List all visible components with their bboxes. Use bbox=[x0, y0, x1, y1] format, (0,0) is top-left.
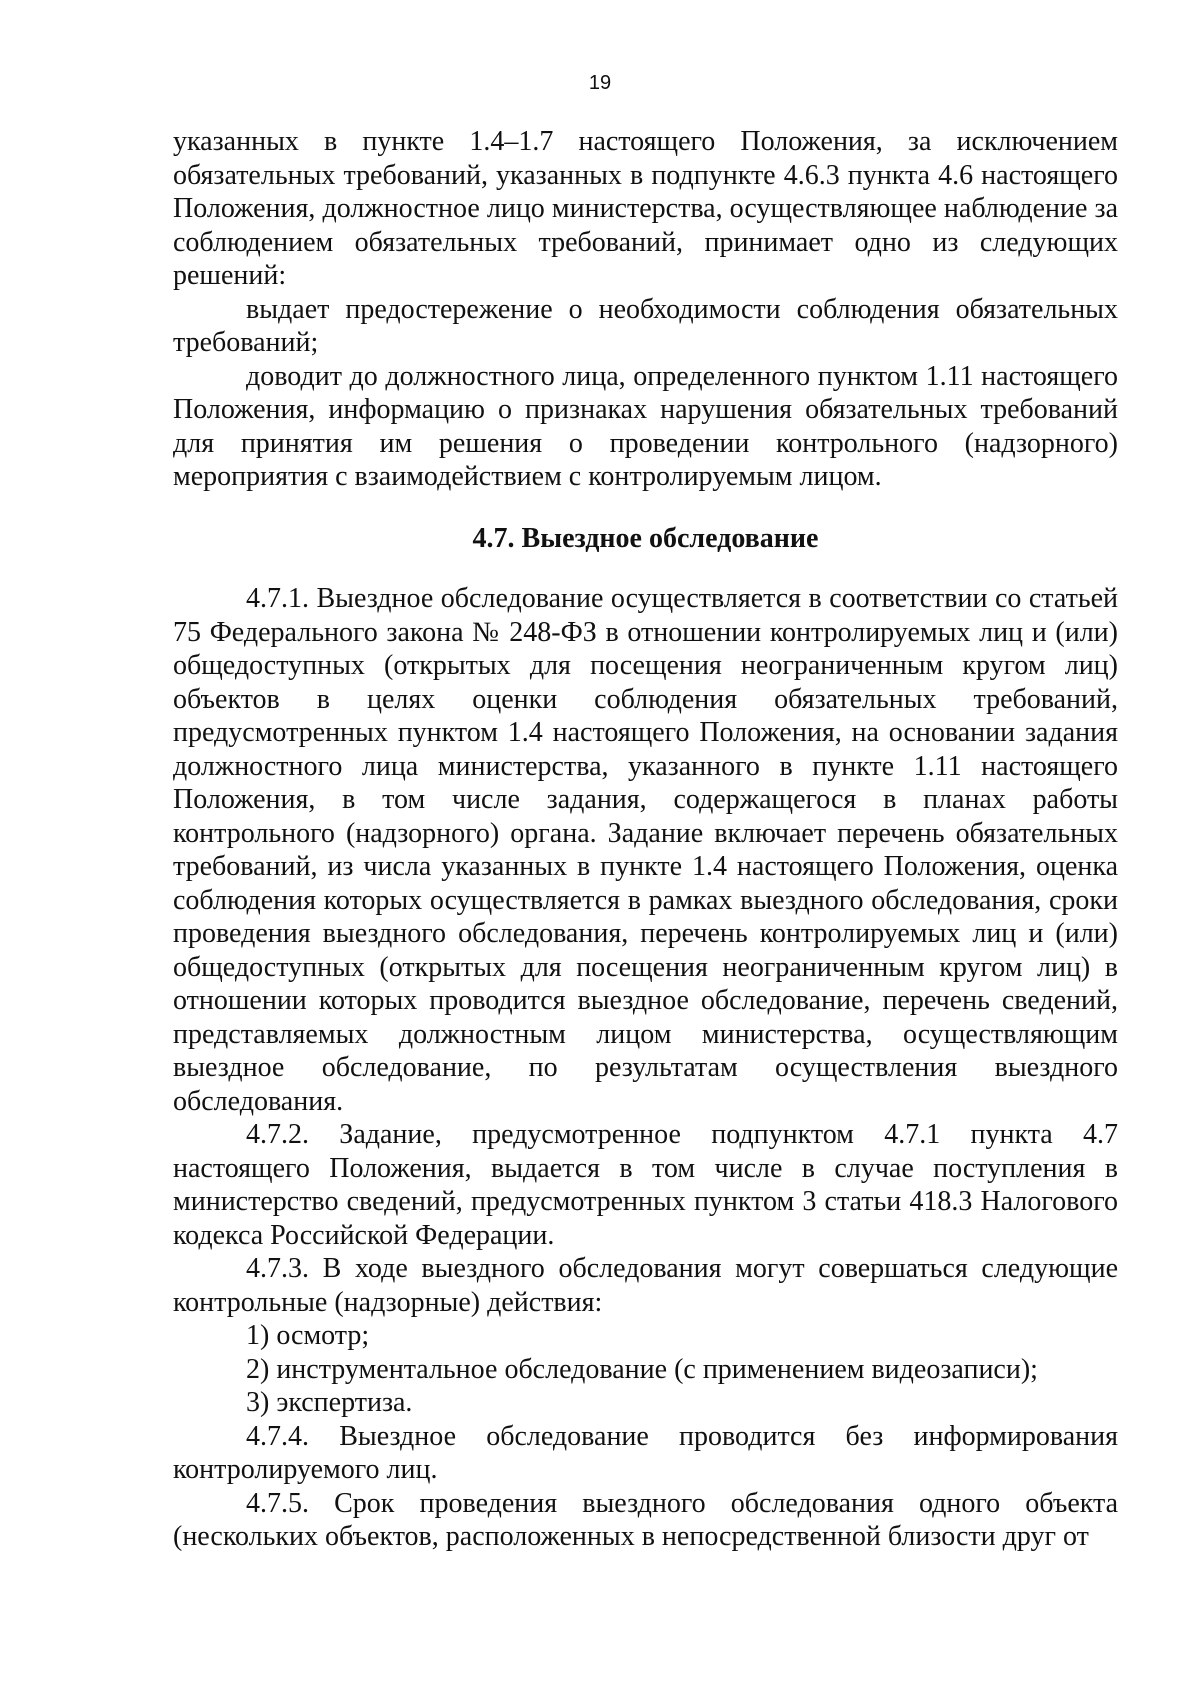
paragraph-4-7-2: 4.7.2. Задание, предусмотренное подпунктом 4.7.1 пункта 4.7 настоящего Положения, выдается в том числе в случае поступления в министерство сведений, предусмотренных пунктом 3 статьи 418.3 Налогового кодекса Российской Федерации. bbox=[173, 1119, 1118, 1251]
paragraph-continuation: указанных в пункте 1.4–1.7 настоящего Положения, за исключением обязательных требований, указанных в подпункте 4.6.3 пункта 4.6 настоящего Положения, должностное лицо министерства, осуществляющее наблюдение за соблюдением обязательных требований, принимает одно из следующих решений: bbox=[173, 126, 1118, 291]
paragraph-report-option: доводит до должностного лица, определенного пунктом 1.11 настоящего Положения, информацию о признаках нарушения обязательных требований для принятия им решения о проведении контрольного (надзорного) мероприятия с взаимодействием с контролируемым лицом. bbox=[173, 360, 1118, 492]
list-item-instrumental: 2) инструментальное обследование (с применением видеозаписи); bbox=[246, 1353, 1038, 1385]
list-item-inspection: 1) осмотр; bbox=[246, 1320, 370, 1351]
paragraph-4-7-4: 4.7.4. Выездное обследование проводится без информирования контролируемого лиц. bbox=[173, 1420, 1118, 1485]
page-number: 19 bbox=[588, 72, 612, 94]
section-heading: 4.7. Выездное обследование bbox=[472, 522, 819, 554]
paragraph-4-7-1: 4.7.1. Выездное обследование осуществляется в соответствии со статьей 75 Федерального закона № 248-ФЗ в отношении контролируемых лиц и (или) общедоступных (открытых для посещения неограниченным кругом лиц) объектов в целях оценки соблюдения обязательных требований, предусмотренных пунктом 1.4 настоящего Положения, на основании задания должностного лица министерства, указанного в пункте 1.11 настоящего Положения, в том числе задания, содержащегося в планах работы контрольного (надзорного) органа. Задание включает перечень обязательных требований, из числа указанных в пункте 1.4 настоящего Положения, оценка соблюдения которых осуществляется в рамках выездного обследования, сроки проведения выездного обследования, перечень контролируемых лиц и (или) общедоступных (открытых для посещения неограниченным кругом лиц) в отношении которых проводится выездное обследование, перечень сведений, представляемых должностным лицом министерства, осуществляющим выездное обследование, по результатам осуществления выездного обследования. bbox=[173, 583, 1118, 1117]
document-body bbox=[173, 125, 1118, 1554]
paragraph-4-7-5: 4.7.5. Срок проведения выездного обследования одного объекта (нескольких объектов, расположенных в непосредственной близости друг от bbox=[173, 1487, 1118, 1552]
paragraph-warning-option: выдает предостережение о необходимости соблюдения обязательных требований; bbox=[173, 293, 1118, 358]
paragraph-4-7-3: 4.7.3. В ходе выездного обследования могут совершаться следующие контрольные (надзорные) действия: bbox=[173, 1253, 1118, 1318]
list-item-expertise: 3) экспертиза. bbox=[246, 1387, 413, 1418]
